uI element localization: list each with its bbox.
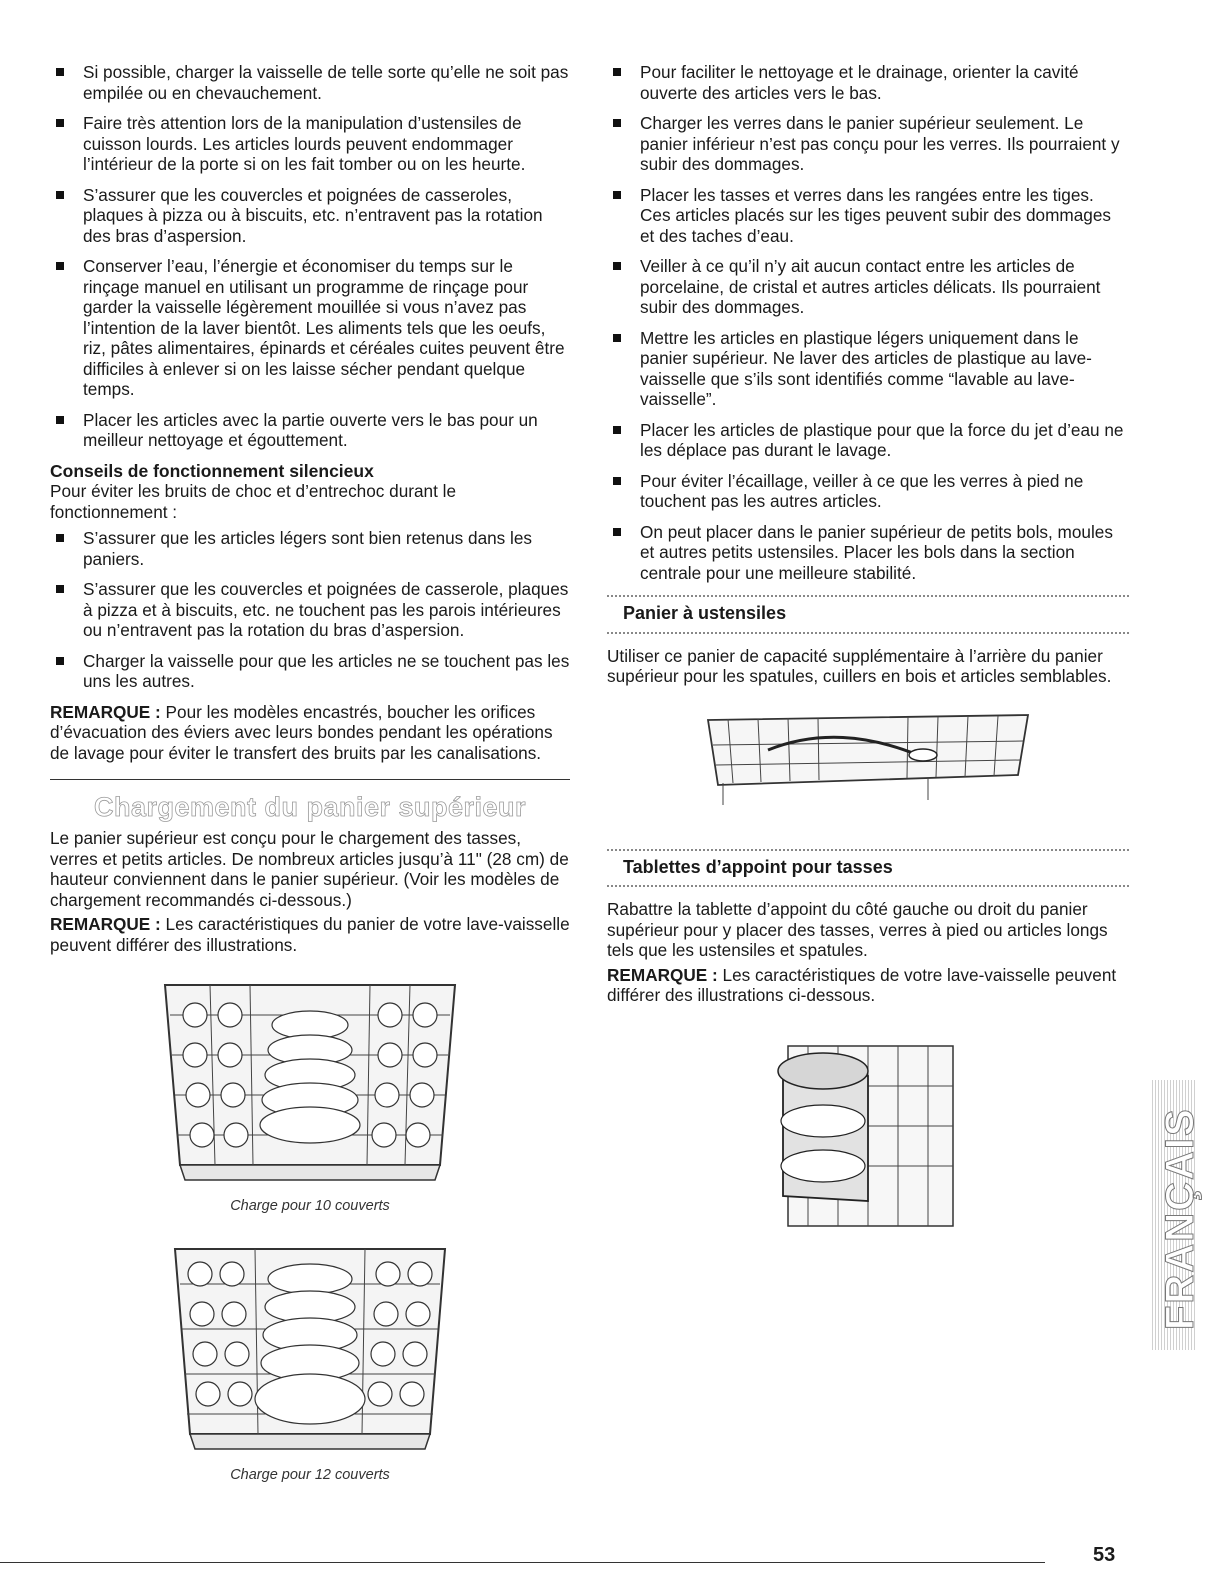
list-item: Placer les articles de plastique pour que la force du jet d’eau ne les déplace pas durant le lavage. bbox=[607, 420, 1129, 461]
language-side-tab bbox=[1150, 1080, 1202, 1350]
section-intro: Le panier supérieur est conçu pour le chargement des tasses, verres et petits articles. De nombreux articles jusqu’à 11" (28 cm) de hauteur conviennent dans le panier supérieur. (Voir les modèles de chargement recommandés ci-dessous.) bbox=[50, 828, 569, 910]
utensil-basket-illustration bbox=[698, 705, 1038, 815]
section-divider bbox=[50, 779, 570, 780]
heading-rule-top bbox=[607, 595, 1129, 597]
list-item: Charger la vaisselle pour que les articles ne se touchent pas les uns les autres. bbox=[50, 651, 570, 692]
heading-rule-bottom bbox=[607, 632, 1129, 634]
list-item: Pour faciliter le nettoyage et le drainage, orienter la cavité ouverte des articles vers le bas. bbox=[607, 62, 1129, 103]
note-text: Les caractéristiques de votre lave-vaisselle peuvent différer des illustrations ci-dessous. bbox=[607, 964, 1117, 1005]
note-text: Les caractéristiques du panier de votre lave-vaisselle peuvent différer des illustrations. bbox=[50, 914, 570, 955]
cup-shelf-illustration bbox=[768, 1026, 968, 1236]
cup-shelf-text: Rabattre la tablette d’appoint du côté gauche ou droit du panier supérieur pour y placer des tasses, verres à pied ou articles longs tels que les ustensiles et spatules. bbox=[607, 899, 1108, 960]
list-item: S’assurer que les couvercles et poignées de casserole, plaques à pizza et à biscuits, etc. ne touchent pas les parois intérieures ou n’entravent pas la rotation du bras d’aspersion. bbox=[50, 579, 570, 641]
rack-10-place-illustration bbox=[150, 975, 470, 1190]
heading-rule-bottom bbox=[607, 885, 1129, 887]
section-title: Chargement du panier supérieur bbox=[93, 792, 527, 822]
footer-rule bbox=[0, 1562, 1045, 1563]
utensil-basket-heading: Panier à ustensiles bbox=[623, 603, 787, 623]
note-paragraph bbox=[50, 702, 570, 764]
list-item: Placer les articles avec la partie ouverte vers le bas pour un meilleur nettoyage et égouttement. bbox=[50, 410, 570, 451]
list-item: Pour éviter l’écaillage, veiller à ce que les verres à pied ne touchent pas les autres articles. bbox=[607, 471, 1129, 512]
list-item: Conserver l’eau, l’énergie et économiser du temps sur le rinçage manuel en utilisant un programme de rinçage pour garder la vaisselle légèrement mouillée si vous n’avez pas l’intention de la laver bientôt. Les aliments tels que les oeufs, riz, pâtes alimentaires, épinards et céréales cuites peuvent être difficiles à enlever si on les laisse sécher pendant quelque temps. bbox=[50, 256, 570, 400]
utensil-basket-text: Utiliser ce panier de capacité supplémentaire à l’arrière du panier supérieur pour les spatules, cuillers en bois et articles semblables. bbox=[607, 645, 1112, 686]
note-paragraph bbox=[50, 914, 570, 955]
note-text: Pour les modèles encastrés, boucher les orifices d’évacuation des éviers avec leurs bondes pendant les opérations de lavage pour éviter le transfert des bruits par les canalisations. bbox=[50, 701, 553, 763]
heading-rule-top bbox=[607, 849, 1129, 851]
list-item: Faire très attention lors de la manipulation d’ustensiles de cuisson lourds. Les articles lourds peuvent endommager l’intérieur de la porte si on les fait tomber ou on les heurte. bbox=[50, 113, 570, 175]
list-item: On peut placer dans le panier supérieur de petits bols, moules et autres petits ustensiles. Placer les bols dans la section centrale pour une meilleure stabilité. bbox=[607, 522, 1129, 584]
rack-12-place-illustration bbox=[160, 1239, 460, 1459]
list-item: S’assurer que les couvercles et poignées de casseroles, plaques à pizza ou à biscuits, etc. n’entravent pas la rotation des bras d’aspersion. bbox=[50, 185, 570, 247]
note-label: REMARQUE : bbox=[50, 914, 161, 934]
note-label: REMARQUE : bbox=[607, 964, 718, 985]
figure-caption: Charge pour 10 couverts bbox=[230, 1198, 390, 1214]
upper-rack-tips-list bbox=[607, 62, 1129, 583]
list-item: Mettre les articles en plastique légers uniquement dans le panier supérieur. Ne laver des articles de plastique au lave-vaisselle que s’ils sont identifiés comme “lavable au lave-vaisselle”. bbox=[607, 328, 1129, 410]
list-item: Veiller à ce qu’il n’y ait aucun contact entre les articles de porcelaine, de cristal et autres articles délicats. Ils pourraient subir des dommages. bbox=[607, 256, 1129, 318]
loading-tips-list bbox=[50, 62, 570, 451]
quiet-tips-heading: Conseils de fonctionnement silencieux bbox=[50, 460, 374, 481]
list-item: S’assurer que les articles légers sont bien retenus dans les paniers. bbox=[50, 528, 570, 569]
list-item: Si possible, charger la vaisselle de telle sorte qu’elle ne soit pas empilée ou en chevauchement. bbox=[50, 62, 570, 103]
list-item: Placer les tasses et verres dans les rangées entre les tiges. Ces articles placés sur les tiges peuvent subir des dommages et des taches d’eau. bbox=[607, 185, 1129, 247]
figure-caption: Charge pour 12 couverts bbox=[230, 1466, 390, 1483]
right-column bbox=[607, 62, 1129, 1236]
note-label: REMARQUE : bbox=[50, 701, 161, 722]
quiet-tips-list bbox=[50, 528, 570, 692]
left-column bbox=[50, 62, 570, 1485]
note-paragraph bbox=[607, 965, 1129, 1006]
quiet-tips-intro: Pour éviter les bruits de choc et d’entrechoc durant le fonctionnement : bbox=[50, 481, 457, 522]
language-label: FRANÇAIS bbox=[1158, 1107, 1202, 1330]
page-number: 53 bbox=[1093, 1544, 1116, 1566]
list-item: Charger les verres dans le panier supérieur seulement. Le panier inférieur n’est pas conçu pour les verres. Ils pourraient y subir des dommages. bbox=[607, 113, 1129, 175]
cup-shelf-heading: Tablettes d’appoint pour tasses bbox=[623, 856, 893, 877]
